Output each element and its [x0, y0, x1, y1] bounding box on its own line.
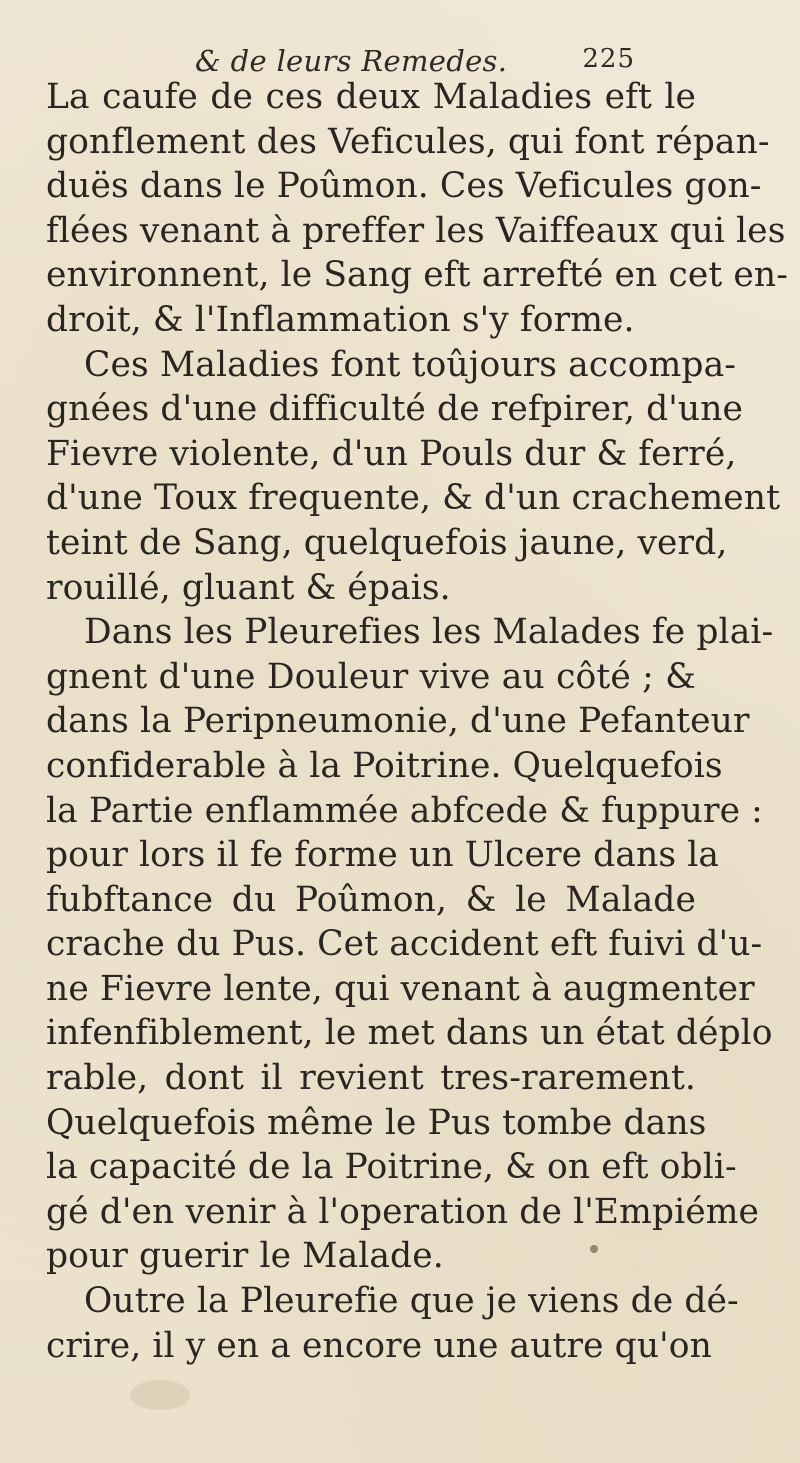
text-line: rable, dont il revient tres-rarement. [46, 1058, 696, 1099]
text-line: ne Fievre lente, qui venant à augmenter [46, 968, 755, 1009]
text-line: gé d'en venir à l'operation de l'Empiéme [46, 1191, 760, 1232]
text-line: teint de Sang, quelquefois jaune, verd, [46, 522, 728, 563]
text-line: Dans les Pleurefies les Malades fe plai- [84, 612, 774, 653]
text-line: pour lors il fe forme un Ulcere dans la [46, 835, 719, 876]
text-line: droit, & l'Inflammation s'y forme. [46, 299, 635, 340]
text-line: la Partie enflammée abfcede & fuppure : [46, 790, 763, 831]
text-line: flées venant à preffer les Vaiffeaux qui les [46, 210, 786, 251]
text-line: rouillé, gluant & épais. [46, 567, 451, 608]
running-head-title: & de leurs Remedes. [195, 44, 508, 78]
text-line: pour guerir le Malade. [46, 1236, 444, 1277]
text-line: fubftance du Poûmon, & le Malade [46, 879, 696, 920]
text-line: gnent d'une Douleur vive au côté ; & [46, 656, 696, 697]
body-text [46, 75, 788, 1368]
text-line: Ces Maladies font toûjours accompa- [84, 344, 736, 385]
text-line: la capacité de la Poitrine, & on eft obli- [46, 1147, 737, 1188]
text-line: Outre la Pleurefie que je viens de dé- [84, 1281, 739, 1322]
text-line: duës dans le Poûmon. Ces Veficules gon- [46, 166, 762, 207]
text-line: Fievre violente, d'un Pouls dur & ferré, [46, 433, 737, 474]
text-line: gonflement des Veficules, qui font répan- [46, 121, 770, 162]
page-number: 225 [582, 44, 635, 74]
text-line: environnent, le Sang eft arrefté en cet en- [46, 255, 788, 296]
text-line: infenfiblement, le met dans un état déplo [46, 1013, 773, 1054]
paper-stain [130, 1380, 190, 1410]
text-line: d'une Toux frequente, & d'un crachement [46, 478, 781, 519]
text-line: La caufe de ces deux Maladies eft le [46, 77, 696, 117]
text-line: gnées d'une difficulté de refpirer, d'une [46, 389, 744, 430]
text-line: crire, il y en a encore une autre qu'on [46, 1325, 712, 1366]
text-line: crache du Pus. Cet accident eft fuivi d'u- [46, 924, 763, 965]
text-line: confiderable à la Poitrine. Quelquefois [46, 745, 723, 786]
text-line: dans la Peripneumonie, d'une Pefanteur [46, 701, 750, 742]
text-line: Quelquefois même le Pus tombe dans [46, 1102, 707, 1143]
